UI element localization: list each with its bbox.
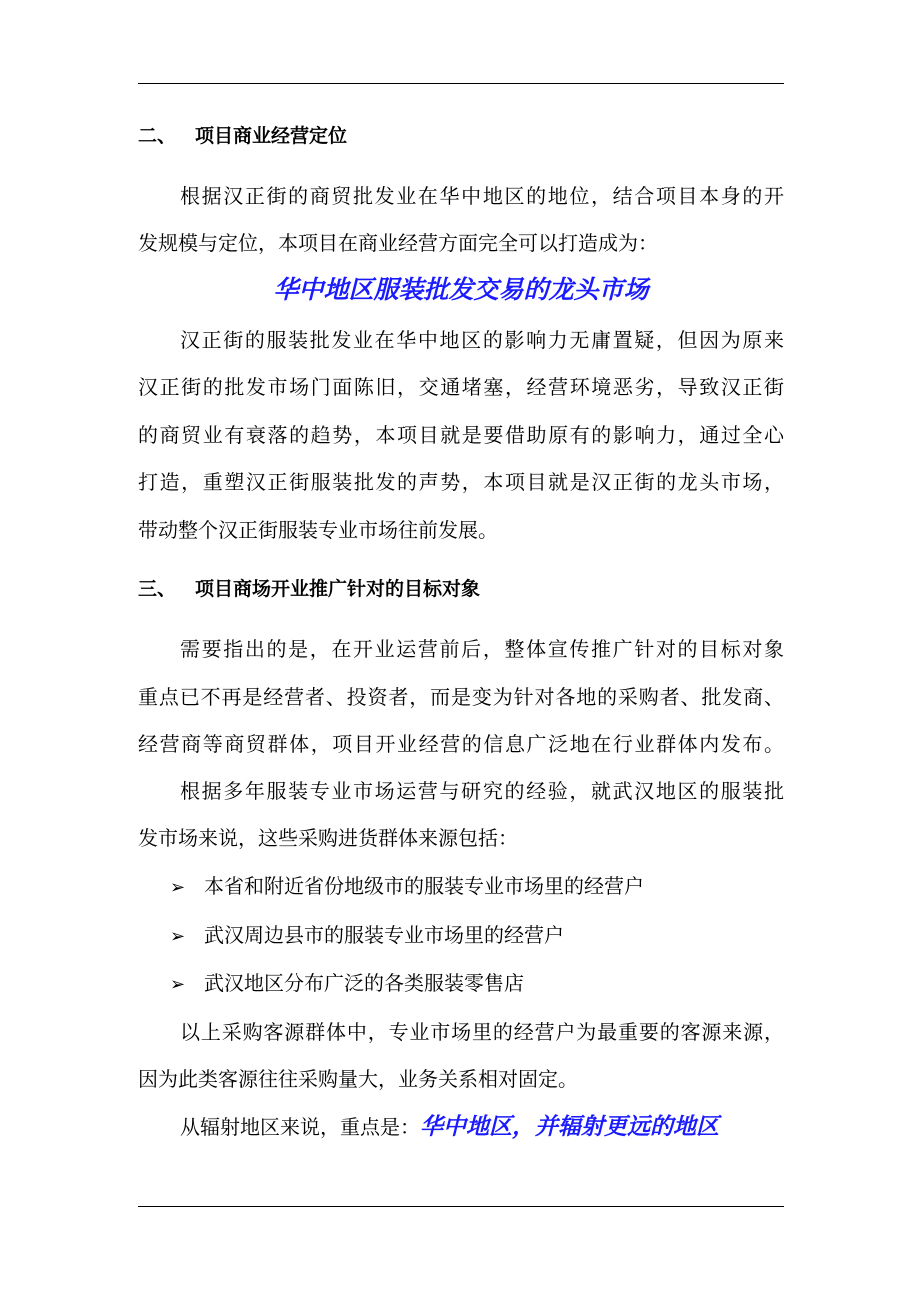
arrow-bullet-icon: ➢	[170, 974, 186, 995]
paragraph-line: 汉正街的批发市场门面陈旧，交通堵塞，经营环境恶劣，导致汉正街	[138, 375, 784, 399]
list-item	[170, 871, 784, 903]
section-3-title: 项目商场开业推广针对的目标对象	[195, 578, 481, 600]
paragraph-line: 根据汉正街的商贸批发业在华中地区的地位，结合项目本身的开	[180, 184, 784, 208]
list-item-text: 本省和附近省份地级市的服装专业市场里的经营户	[204, 874, 644, 898]
section-2-heading	[138, 121, 784, 151]
list-item	[170, 920, 784, 952]
paragraph-line: 汉正街的服装批发业在华中地区的影响力无庸置疑，但因为原来	[180, 328, 784, 352]
radiation-line	[180, 1112, 784, 1142]
paragraph-line: 发市场来说，这些采购进货群体来源包括：	[138, 826, 518, 850]
section-3-heading	[138, 574, 784, 604]
list-item-text: 武汉周边县市的服装专业市场里的经营户	[204, 923, 564, 947]
section-3-number: 三、	[138, 578, 177, 600]
paragraph-line: 重点已不再是经营者、投资者，而是变为针对各地的采购者、批发商、	[138, 685, 784, 709]
header-rule	[138, 83, 784, 84]
paragraph-line: 因为此类客源往往采购量大，业务关系相对固定。	[138, 1067, 578, 1091]
section-2-number: 二、	[138, 125, 177, 147]
paragraph-line: 发规模与定位，本项目在商业经营方面完全可以打造成为：	[138, 231, 658, 255]
paragraph-line: 以上采购客源群体中，专业市场里的经营户为最重要的客源来源，	[180, 1020, 784, 1044]
paragraph-line: 需要指出的是，在开业运营前后，整体宣传推广针对的目标对象	[180, 637, 784, 661]
paragraph-line: 根据多年服装专业市场运营与研究的经验，就武汉地区的服装批	[180, 779, 784, 803]
arrow-bullet-icon: ➢	[170, 926, 186, 947]
radiation-highlight: 华中地区，并辐射更远的地区	[420, 1114, 719, 1140]
paragraph-line: 的商贸业有衰落的趋势，本项目就是要借助原有的影响力，通过全心	[138, 423, 784, 447]
radiation-prefix: 从辐射地区来说，重点是：	[180, 1115, 420, 1139]
paragraph-line: 带动整个汉正街服装专业市场往前发展。	[138, 518, 498, 542]
highlight-title: 华中地区服装批发交易的龙头市场	[273, 275, 649, 304]
arrow-bullet-icon: ➢	[170, 877, 186, 898]
section-2-title: 项目商业经营定位	[195, 125, 348, 147]
paragraph-line: 打造，重塑汉正街服装批发的声势，本项目就是汉正街的龙头市场，	[138, 470, 784, 494]
footer-rule	[138, 1206, 784, 1207]
paragraph-line: 经营商等商贸群体，项目开业经营的信息广泛地在行业群体内发布。	[138, 732, 784, 756]
list-item-text: 武汉地区分布广泛的各类服装零售店	[204, 971, 524, 995]
list-item	[170, 968, 784, 1000]
